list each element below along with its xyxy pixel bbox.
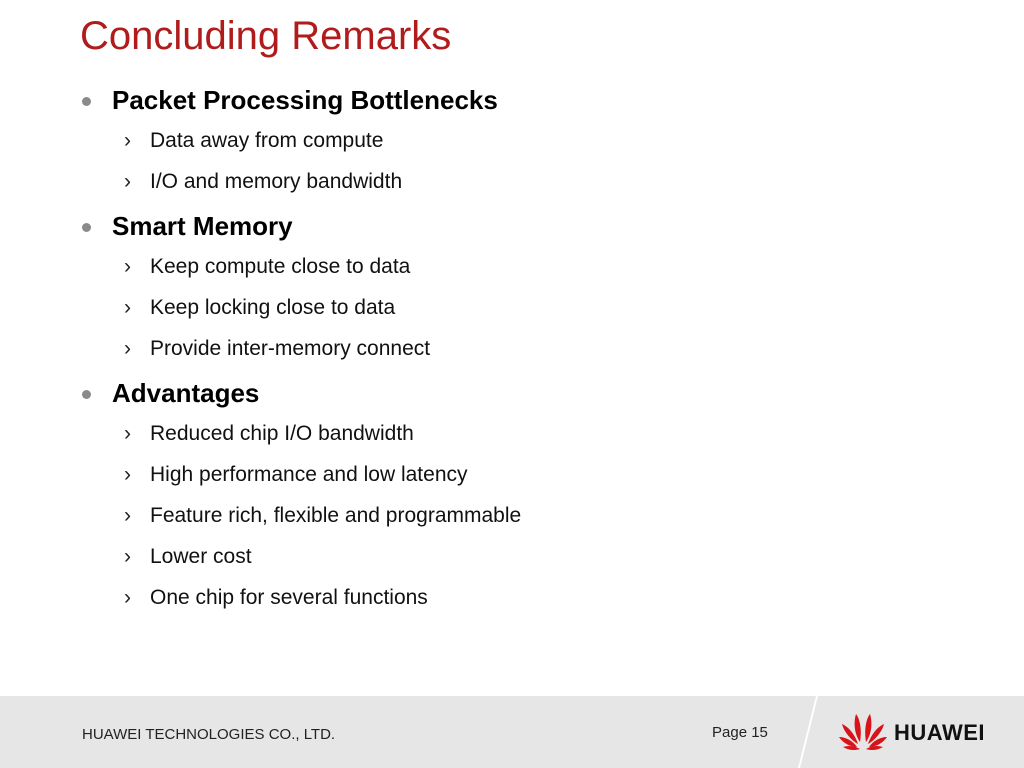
section-smart-memory [0,206,1024,369]
bullet-item: Lower cost [150,545,252,568]
section-packet-processing [0,80,1024,202]
chevron-right-icon: › [124,255,131,278]
huawei-flower-logo-icon [838,710,888,754]
bullet-list [0,80,1024,618]
bullet-item: I/O and memory bandwidth [150,170,403,193]
huawei-logo [838,710,998,754]
page-number: Page 15 [712,724,768,741]
chevron-right-icon: › [124,463,131,486]
bullet-level2 [0,120,1024,161]
bullet-level1 [0,373,1024,413]
bullet-level2 [0,413,1024,454]
footer-divider [788,696,828,768]
chevron-right-icon: › [124,545,131,568]
bullet-item: High performance and low latency [150,463,468,486]
chevron-right-icon: › [124,296,131,319]
chevron-right-icon: › [124,422,131,445]
bullet-level2 [0,287,1024,328]
huawei-wordmark: HUAWEI [894,720,985,745]
bullet-item: One chip for several functions [150,586,428,609]
chevron-right-icon: › [124,129,131,152]
bullet-item: Feature rich, flexible and programmable [150,504,522,527]
bullet-dot-icon [82,97,91,106]
chevron-right-icon: › [124,586,131,609]
section-advantages [0,373,1024,618]
bullet-level2 [0,328,1024,369]
bullet-item: Data away from compute [150,129,384,152]
bullet-level2 [0,495,1024,536]
bullet-level2 [0,246,1024,287]
bullet-item: Provide inter-memory connect [150,337,431,360]
chevron-right-icon: › [124,504,131,527]
footer-company-name: HUAWEI TECHNOLOGIES CO., LTD. [82,726,336,743]
bullet-level1 [0,206,1024,246]
bullet-dot-icon [82,390,91,399]
slide-title: Concluding Remarks [80,14,452,58]
bullet-item: Keep locking close to data [150,296,396,319]
slide-footer [0,696,1024,768]
bullet-level1 [0,80,1024,120]
bullet-dot-icon [82,223,91,232]
bullet-level2 [0,161,1024,202]
bullet-level2 [0,454,1024,495]
bullet-item: Reduced chip I/O bandwidth [150,422,414,445]
bullet-heading: Smart Memory [112,211,293,241]
bullet-item: Keep compute close to data [150,255,411,278]
chevron-right-icon: › [124,170,131,193]
bullet-heading: Packet Processing Bottlenecks [112,85,498,115]
bullet-heading: Advantages [112,378,260,408]
bullet-level2 [0,536,1024,577]
chevron-right-icon: › [124,337,131,360]
bullet-level2 [0,577,1024,618]
